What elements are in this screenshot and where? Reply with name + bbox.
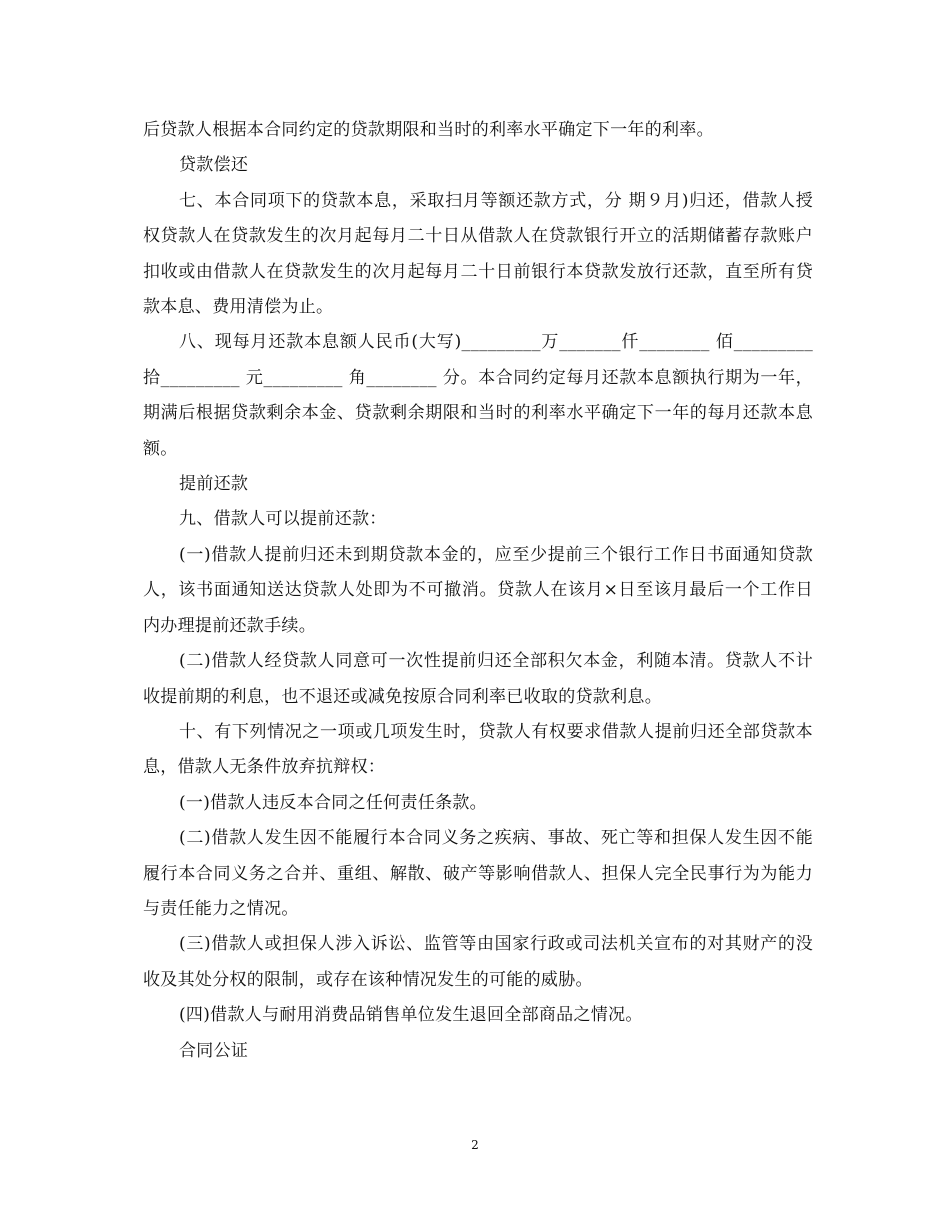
- clause-10-item-1: (一)借款人违反本合同之任何责任条款。: [179, 792, 487, 813]
- clause-10-acceleration: 十、有下列情况之一项或几项发生时，贷款人有权要求借款人提前归还全部贷款本息，借款人无条件放弃抗辩权：: [143, 721, 813, 778]
- page-number: 2: [471, 1138, 479, 1152]
- section-heading-contract-notarization: 合同公证: [179, 1040, 249, 1061]
- section-heading-loan-repayment: 贷款偿还: [179, 155, 249, 176]
- section-heading-early-repayment: 提前还款: [179, 474, 249, 495]
- clause-10-item-3: (三)借款人或担保人涉入诉讼、监管等由国家行政或司法机关宣布的对其财产的没收及其处分权的限制，或存在该种情况发生的可能的威胁。: [143, 934, 813, 990]
- clause-8-monthly-amount: 八、现每月还款本息额人民币(大写)_________万_______仟________ 佰_________ 拾_________ 元_________ 角________ 分。本合同约定每月还款本息额执行期为一年，期满后根据贷款剩余本金、贷款剩余期限和当时的利率水平确定下一年的每月还款本息额。: [143, 332, 819, 459]
- document-body: [143, 113, 819, 1069]
- clause-7-repayment-method: 七、本合同项下的贷款本息，采取扫月等额还款方式，分 期９月)归还，借款人授权贷款人在贷款发生的次月起每月二十日从借款人在贷款银行开立的活期储蓄存款账户扣收或由借款人在贷款发生的次月起每月二十日前银行本贷款发放行还款，直至所有贷款本息、费用清偿为止。: [143, 190, 813, 318]
- clause-10-item-2: (二)借款人发生因不能履行本合同义务之疾病、事故、死亡等和担保人发生因不能履行本合同义务之合并、重组、解散、破产等影响借款人、担保人完全民事行为为能力与责任能力之情况。: [143, 828, 813, 919]
- clause-10-item-4: (四)借款人与耐用消费品销售单位发生退回全部商品之情况。: [179, 1005, 643, 1026]
- clause-9-early-repayment: 九、借款人可以提前还款：: [179, 509, 387, 530]
- paragraph-interest-rate-continuation: 后贷款人根据本合同约定的贷款期限和当时的利率水平确定下一年的利率。: [143, 120, 714, 140]
- clause-9-item-1: (一)借款人提前归还未到期贷款本金的，应至少提前三个银行工作日书面通知贷款人，该书面通知送达贷款人处即为不可撤消。贷款人在该月×日至该月最后一个工作日内办理提前还款手续。: [143, 544, 813, 636]
- clause-9-item-2: (二)借款人经贷款人同意可一次性提前归还全部积欠本金，利随本清。贷款人不计收提前期的利息，也不退还或减免按原合同利率已收取的贷款利息。: [143, 651, 813, 707]
